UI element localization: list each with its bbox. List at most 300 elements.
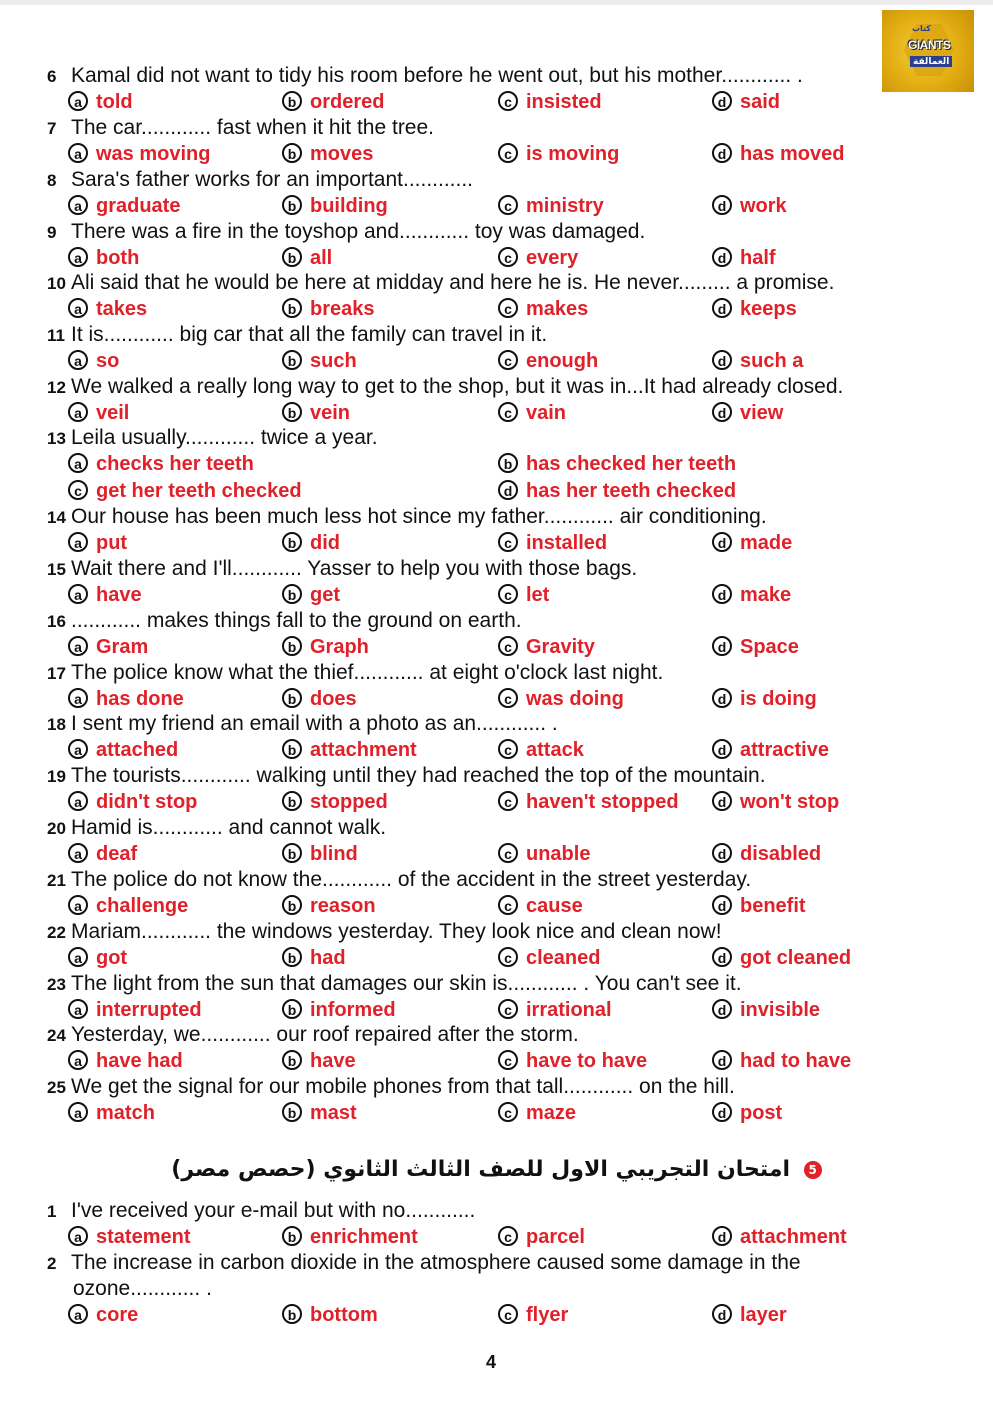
question-text: Leila usually............ twice a year.	[71, 426, 378, 449]
logo-line-3: العمالقة	[910, 56, 952, 67]
question-stem	[47, 608, 522, 635]
question-number: 2	[47, 1254, 57, 1273]
option-b[interactable]	[282, 945, 346, 971]
option-a[interactable]	[68, 737, 178, 763]
option-letter-bubble-icon: b	[282, 1226, 302, 1246]
question-stem	[47, 971, 742, 998]
option-label: checks her teeth	[96, 453, 254, 475]
option-letter-bubble-icon: a	[68, 532, 88, 552]
option-label: ministry	[526, 195, 604, 217]
option-label: does	[310, 688, 357, 710]
question-text: We walked a really long way to get to the shop, but it was in...It had already closed.	[71, 375, 844, 398]
option-d[interactable]	[712, 841, 821, 867]
option-label: makes	[526, 298, 589, 320]
option-label: attractive	[740, 739, 829, 761]
option-a[interactable]	[68, 582, 142, 608]
option-letter-bubble-icon: a	[68, 947, 88, 967]
option-b[interactable]	[282, 582, 340, 608]
option-letter-bubble-icon: c	[498, 247, 518, 267]
option-d[interactable]	[712, 945, 851, 971]
option-label: veil	[96, 402, 130, 424]
option-letter-bubble-icon: b	[282, 947, 302, 967]
option-a[interactable]	[68, 1302, 138, 1328]
question-text: I sent my friend an email with a photo as an............ .	[71, 712, 558, 735]
option-a[interactable]	[68, 348, 119, 374]
option-label: put	[96, 532, 128, 554]
option-letter-bubble-icon: d	[712, 402, 732, 422]
question-stem	[47, 425, 378, 452]
option-label: match	[96, 1102, 155, 1124]
option-c[interactable]	[498, 686, 624, 712]
option-b[interactable]	[282, 634, 369, 660]
option-letter-bubble-icon: b	[282, 584, 302, 604]
option-label: was doing	[526, 688, 624, 710]
option-letter-bubble-icon: a	[68, 843, 88, 863]
option-label: is moving	[526, 143, 620, 165]
logo-line-2: GIANTS	[908, 38, 951, 52]
question-text: It is............ big car that all the family can travel in it.	[71, 323, 548, 346]
option-label: interrupted	[96, 999, 202, 1021]
option-a[interactable]	[68, 89, 133, 115]
option-letter-bubble-icon: a	[68, 1304, 88, 1324]
option-label: has her teeth checked	[526, 480, 737, 502]
option-b[interactable]	[282, 245, 332, 271]
option-letter-bubble-icon: c	[498, 1050, 518, 1070]
option-letter-bubble-icon: a	[68, 143, 88, 163]
option-label: attached	[96, 739, 179, 761]
option-b[interactable]	[282, 348, 357, 374]
option-a[interactable]	[68, 451, 254, 477]
question-stem	[47, 867, 751, 894]
option-label: have	[96, 584, 142, 606]
question-stem	[47, 711, 558, 738]
option-b[interactable]	[282, 686, 357, 712]
option-label: installed	[526, 532, 608, 554]
option-label: got cleaned	[740, 947, 852, 969]
option-d[interactable]	[712, 1302, 787, 1328]
option-c[interactable]	[498, 530, 607, 556]
option-label: get	[310, 584, 340, 606]
option-label: cleaned	[526, 947, 601, 969]
option-c[interactable]	[498, 841, 590, 867]
option-c[interactable]	[68, 478, 302, 504]
question-stem	[47, 1250, 801, 1277]
option-letter-bubble-icon: a	[68, 1050, 88, 1070]
option-b[interactable]	[282, 400, 350, 426]
option-label: informed	[310, 999, 396, 1021]
option-label: told	[96, 91, 133, 113]
option-d[interactable]	[712, 400, 783, 426]
option-d[interactable]	[712, 686, 817, 712]
option-label: such a	[740, 350, 804, 372]
option-label: such	[310, 350, 357, 372]
option-letter-bubble-icon: b	[282, 143, 302, 163]
question-stem	[47, 1074, 735, 1101]
option-label: is doing	[740, 688, 817, 710]
option-letter-bubble-icon: d	[712, 584, 732, 604]
option-letter-bubble-icon: b	[282, 350, 302, 370]
option-label: takes	[96, 298, 148, 320]
option-letter-bubble-icon: b	[282, 688, 302, 708]
question-text: Sara's father works for an important............	[71, 168, 473, 191]
option-letter-bubble-icon: b	[282, 402, 302, 422]
option-b[interactable]	[282, 997, 396, 1023]
option-b[interactable]	[282, 1302, 378, 1328]
option-a[interactable]	[68, 997, 202, 1023]
question-number: 13	[47, 429, 66, 448]
option-letter-bubble-icon: c	[498, 1102, 518, 1122]
option-letter-bubble-icon: c	[498, 298, 518, 318]
option-letter-bubble-icon: a	[68, 636, 88, 656]
option-label: insisted	[526, 91, 602, 113]
option-label: vein	[310, 402, 351, 424]
option-label: had to have	[740, 1050, 852, 1072]
option-letter-bubble-icon: c	[498, 532, 518, 552]
option-label: Space	[740, 636, 799, 658]
option-label: layer	[740, 1304, 787, 1326]
option-label: cause	[526, 895, 583, 917]
option-d[interactable]	[498, 478, 736, 504]
option-d[interactable]	[712, 1100, 782, 1126]
option-label: blind	[310, 843, 358, 865]
question-stem	[47, 1022, 579, 1049]
question-stem	[47, 219, 645, 246]
question-number: 10	[47, 274, 66, 293]
option-letter-bubble-icon: a	[68, 453, 88, 473]
option-a[interactable]	[68, 893, 188, 919]
option-d[interactable]	[712, 193, 787, 219]
option-a[interactable]	[68, 1224, 190, 1250]
question-number: 19	[47, 767, 66, 786]
option-letter-bubble-icon: c	[498, 402, 518, 422]
question-text-continued: ozone............ .	[73, 1277, 212, 1300]
option-b[interactable]	[282, 893, 376, 919]
question-number: 6	[47, 67, 57, 86]
question-number: 9	[47, 223, 57, 242]
option-label: building	[310, 195, 388, 217]
option-label: maze	[526, 1102, 577, 1124]
option-a[interactable]	[68, 530, 127, 556]
option-d[interactable]	[712, 530, 792, 556]
option-c[interactable]	[498, 945, 600, 971]
option-label: was moving	[96, 143, 211, 165]
option-label: view	[740, 402, 784, 424]
question-text: We get the signal for our mobile phones from that tall............ on the hill.	[71, 1075, 735, 1098]
option-letter-bubble-icon: a	[68, 298, 88, 318]
option-letter-bubble-icon: d	[712, 1102, 732, 1122]
option-label: mast	[310, 1102, 357, 1124]
option-letter-bubble-icon: c	[498, 584, 518, 604]
question-number: 14	[47, 508, 66, 527]
logo-line-1: كتاب	[912, 24, 931, 33]
option-c[interactable]	[498, 1048, 647, 1074]
option-label: keeps	[740, 298, 797, 320]
question-stem	[47, 63, 803, 90]
option-letter-bubble-icon: a	[68, 999, 88, 1019]
option-label: moves	[310, 143, 374, 165]
option-label: Graph	[310, 636, 369, 658]
top-bar	[0, 0, 993, 5]
question-stem	[47, 763, 766, 790]
option-c[interactable]	[498, 141, 619, 167]
option-label: every	[526, 247, 579, 269]
option-letter-bubble-icon: d	[712, 350, 732, 370]
option-c[interactable]	[498, 893, 583, 919]
question-stem	[47, 556, 637, 583]
option-a[interactable]	[68, 193, 180, 219]
option-label: won't stop	[740, 791, 840, 813]
option-letter-bubble-icon: c	[498, 947, 518, 967]
option-label: so	[96, 350, 120, 372]
question-stem	[47, 322, 547, 349]
option-b[interactable]	[282, 1100, 357, 1126]
option-a[interactable]	[68, 1048, 183, 1074]
option-d[interactable]	[712, 582, 791, 608]
option-c[interactable]	[498, 1100, 576, 1126]
option-label: ordered	[310, 91, 385, 113]
option-letter-bubble-icon: b	[282, 739, 302, 759]
option-letter-bubble-icon: d	[712, 843, 732, 863]
option-b[interactable]	[282, 841, 358, 867]
option-letter-bubble-icon: d	[712, 1304, 732, 1324]
option-c[interactable]	[498, 296, 588, 322]
question-stem	[47, 270, 834, 297]
question-number: 18	[47, 715, 66, 734]
option-letter-bubble-icon: c	[498, 843, 518, 863]
option-c[interactable]	[498, 193, 604, 219]
question-stem	[47, 1198, 475, 1225]
page-number: 4	[486, 1352, 497, 1372]
option-d[interactable]	[712, 737, 829, 763]
option-letter-bubble-icon: a	[68, 1226, 88, 1246]
option-c[interactable]	[498, 997, 612, 1023]
question-stem	[47, 815, 386, 842]
question-number: 24	[47, 1026, 66, 1045]
option-label: get her teeth checked	[96, 480, 302, 502]
option-d[interactable]	[712, 893, 806, 919]
section-heading	[0, 1157, 993, 1182]
option-a[interactable]	[68, 686, 184, 712]
question-text: The tourists............ walking until they had reached the top of the mountain.	[71, 764, 766, 787]
option-letter-bubble-icon: d	[712, 195, 732, 215]
option-letter-bubble-icon: a	[68, 402, 88, 422]
question-text: The police know what the thief............ at eight o'clock last night.	[71, 661, 664, 684]
question-number: 12	[47, 378, 66, 397]
question-stem	[47, 919, 722, 946]
option-b[interactable]	[282, 193, 388, 219]
option-a[interactable]	[68, 245, 139, 271]
option-label: haven't stopped	[526, 791, 679, 813]
option-label: let	[526, 584, 550, 606]
option-d[interactable]	[712, 245, 776, 271]
option-label: irrational	[526, 999, 612, 1021]
option-d[interactable]	[712, 1224, 847, 1250]
question-number: 7	[47, 119, 57, 138]
question-number: 17	[47, 664, 66, 683]
question-stem	[47, 660, 663, 687]
option-letter-bubble-icon: b	[282, 1050, 302, 1070]
option-a[interactable]	[68, 789, 197, 815]
option-letter-bubble-icon: d	[712, 247, 732, 267]
option-label: reason	[310, 895, 376, 917]
option-c[interactable]	[498, 582, 549, 608]
option-letter-bubble-icon: d	[712, 636, 732, 656]
option-d[interactable]	[712, 348, 803, 374]
option-label: Gravity	[526, 636, 595, 658]
option-a[interactable]	[68, 141, 210, 167]
option-label: parcel	[526, 1226, 585, 1248]
option-label: vain	[526, 402, 567, 424]
option-letter-bubble-icon: b	[282, 532, 302, 552]
option-a[interactable]	[68, 634, 148, 660]
option-d[interactable]	[712, 634, 799, 660]
option-letter-bubble-icon: d	[712, 298, 732, 318]
option-letter-bubble-icon: a	[68, 739, 88, 759]
question-text: Yesterday, we............ our roof repaired after the storm.	[71, 1023, 579, 1046]
option-letter-bubble-icon: b	[282, 895, 302, 915]
option-letter-bubble-icon: c	[498, 895, 518, 915]
option-label: had	[310, 947, 346, 969]
option-b[interactable]	[282, 141, 373, 167]
option-c[interactable]	[498, 348, 598, 374]
option-label: all	[310, 247, 333, 269]
question-number: 21	[47, 871, 66, 890]
option-d[interactable]	[712, 141, 844, 167]
question-text: There was a fire in the toyshop and............ toy was damaged.	[71, 220, 646, 243]
option-a[interactable]	[68, 945, 127, 971]
option-a[interactable]	[68, 296, 147, 322]
option-letter-bubble-icon: a	[68, 584, 88, 604]
option-letter-bubble-icon: c	[498, 195, 518, 215]
option-label: got	[96, 947, 128, 969]
option-c[interactable]	[498, 1224, 585, 1250]
option-letter-bubble-icon: d	[712, 999, 732, 1019]
option-b[interactable]	[282, 1224, 418, 1250]
option-letter-bubble-icon: b	[498, 453, 518, 473]
question-stem	[47, 504, 767, 531]
option-letter-bubble-icon: b	[282, 195, 302, 215]
option-c[interactable]	[498, 245, 578, 271]
option-b[interactable]	[498, 451, 736, 477]
option-letter-bubble-icon: c	[498, 1304, 518, 1324]
section-number-badge: 5	[804, 1161, 822, 1179]
option-label: core	[96, 1304, 139, 1326]
option-letter-bubble-icon: c	[498, 91, 518, 111]
question-text: Kamal did not want to tidy his room before he went out, but his mother............ .	[71, 64, 803, 87]
option-b[interactable]	[282, 1048, 356, 1074]
option-label: benefit	[740, 895, 806, 917]
option-c[interactable]	[498, 1302, 568, 1328]
option-c[interactable]	[498, 634, 595, 660]
question-text: The car............ fast when it hit the tree.	[71, 116, 434, 139]
option-letter-bubble-icon: a	[68, 791, 88, 811]
option-b[interactable]	[282, 89, 384, 115]
option-label: graduate	[96, 195, 181, 217]
option-letter-bubble-icon: b	[282, 298, 302, 318]
option-a[interactable]	[68, 841, 137, 867]
option-c[interactable]	[498, 789, 679, 815]
option-d[interactable]	[712, 89, 780, 115]
option-letter-bubble-icon: d	[712, 947, 732, 967]
option-letter-bubble-icon: a	[68, 91, 88, 111]
option-label: have had	[96, 1050, 183, 1072]
question-text: The light from the sun that damages our skin is............ . You can't see it.	[71, 972, 742, 995]
option-letter-bubble-icon: a	[68, 350, 88, 370]
option-letter-bubble-icon: a	[68, 247, 88, 267]
option-b[interactable]	[282, 530, 340, 556]
question-number: 23	[47, 975, 66, 994]
question-text: Ali said that he would be here at midday and here he is. He never......... a promise.	[71, 271, 835, 294]
question-number: 1	[47, 1202, 57, 1221]
option-label: disabled	[740, 843, 822, 865]
question-number: 11	[47, 326, 65, 345]
option-label: said	[740, 91, 781, 113]
option-d[interactable]	[712, 789, 839, 815]
option-d[interactable]	[712, 296, 797, 322]
question-text: Our house has been much less hot since my father............ air conditioning.	[71, 505, 767, 528]
option-label: Gram	[96, 636, 149, 658]
option-label: attachment	[740, 1226, 847, 1248]
option-letter-bubble-icon: d	[712, 739, 732, 759]
option-letter-bubble-icon: d	[712, 91, 732, 111]
question-number: 15	[47, 560, 66, 579]
option-label: make	[740, 584, 792, 606]
option-letter-bubble-icon: a	[68, 195, 88, 215]
option-b[interactable]	[282, 737, 417, 763]
option-letter-bubble-icon: b	[282, 91, 302, 111]
option-label: flyer	[526, 1304, 569, 1326]
option-letter-bubble-icon: d	[712, 688, 732, 708]
option-label: statement	[96, 1226, 191, 1248]
option-letter-bubble-icon: c	[498, 999, 518, 1019]
option-c[interactable]	[498, 737, 584, 763]
option-c[interactable]	[498, 89, 602, 115]
option-label: attachment	[310, 739, 417, 761]
option-label: has moved	[740, 143, 845, 165]
option-letter-bubble-icon: c	[498, 350, 518, 370]
option-d[interactable]	[712, 997, 820, 1023]
option-letter-bubble-icon: c	[498, 688, 518, 708]
option-d[interactable]	[712, 1048, 851, 1074]
option-letter-bubble-icon: b	[282, 1102, 302, 1122]
option-c[interactable]	[498, 400, 566, 426]
option-label: deaf	[96, 843, 138, 865]
question-stem	[47, 115, 434, 142]
option-label: half	[740, 247, 776, 269]
option-letter-bubble-icon: c	[498, 143, 518, 163]
option-a[interactable]	[68, 400, 129, 426]
option-label: unable	[526, 843, 591, 865]
question-stem	[47, 167, 473, 194]
option-letter-bubble-icon: b	[282, 247, 302, 267]
question-text: ............ makes things fall to the ground on earth.	[71, 609, 522, 632]
option-letter-bubble-icon: b	[282, 843, 302, 863]
option-letter-bubble-icon: d	[712, 1226, 732, 1246]
option-a[interactable]	[68, 1100, 155, 1126]
option-label: have	[310, 1050, 356, 1072]
question-number: 22	[47, 923, 66, 942]
question-text: Mariam............ the windows yesterday. They look nice and clean now!	[71, 920, 722, 943]
option-label: stopped	[310, 791, 388, 813]
option-b[interactable]	[282, 296, 375, 322]
option-b[interactable]	[282, 789, 388, 815]
option-label: have to have	[526, 1050, 648, 1072]
option-label: has done	[96, 688, 184, 710]
question-number: 8	[47, 171, 57, 190]
giants-logo	[882, 10, 974, 92]
question-number: 25	[47, 1078, 66, 1097]
option-letter-bubble-icon: a	[68, 895, 88, 915]
